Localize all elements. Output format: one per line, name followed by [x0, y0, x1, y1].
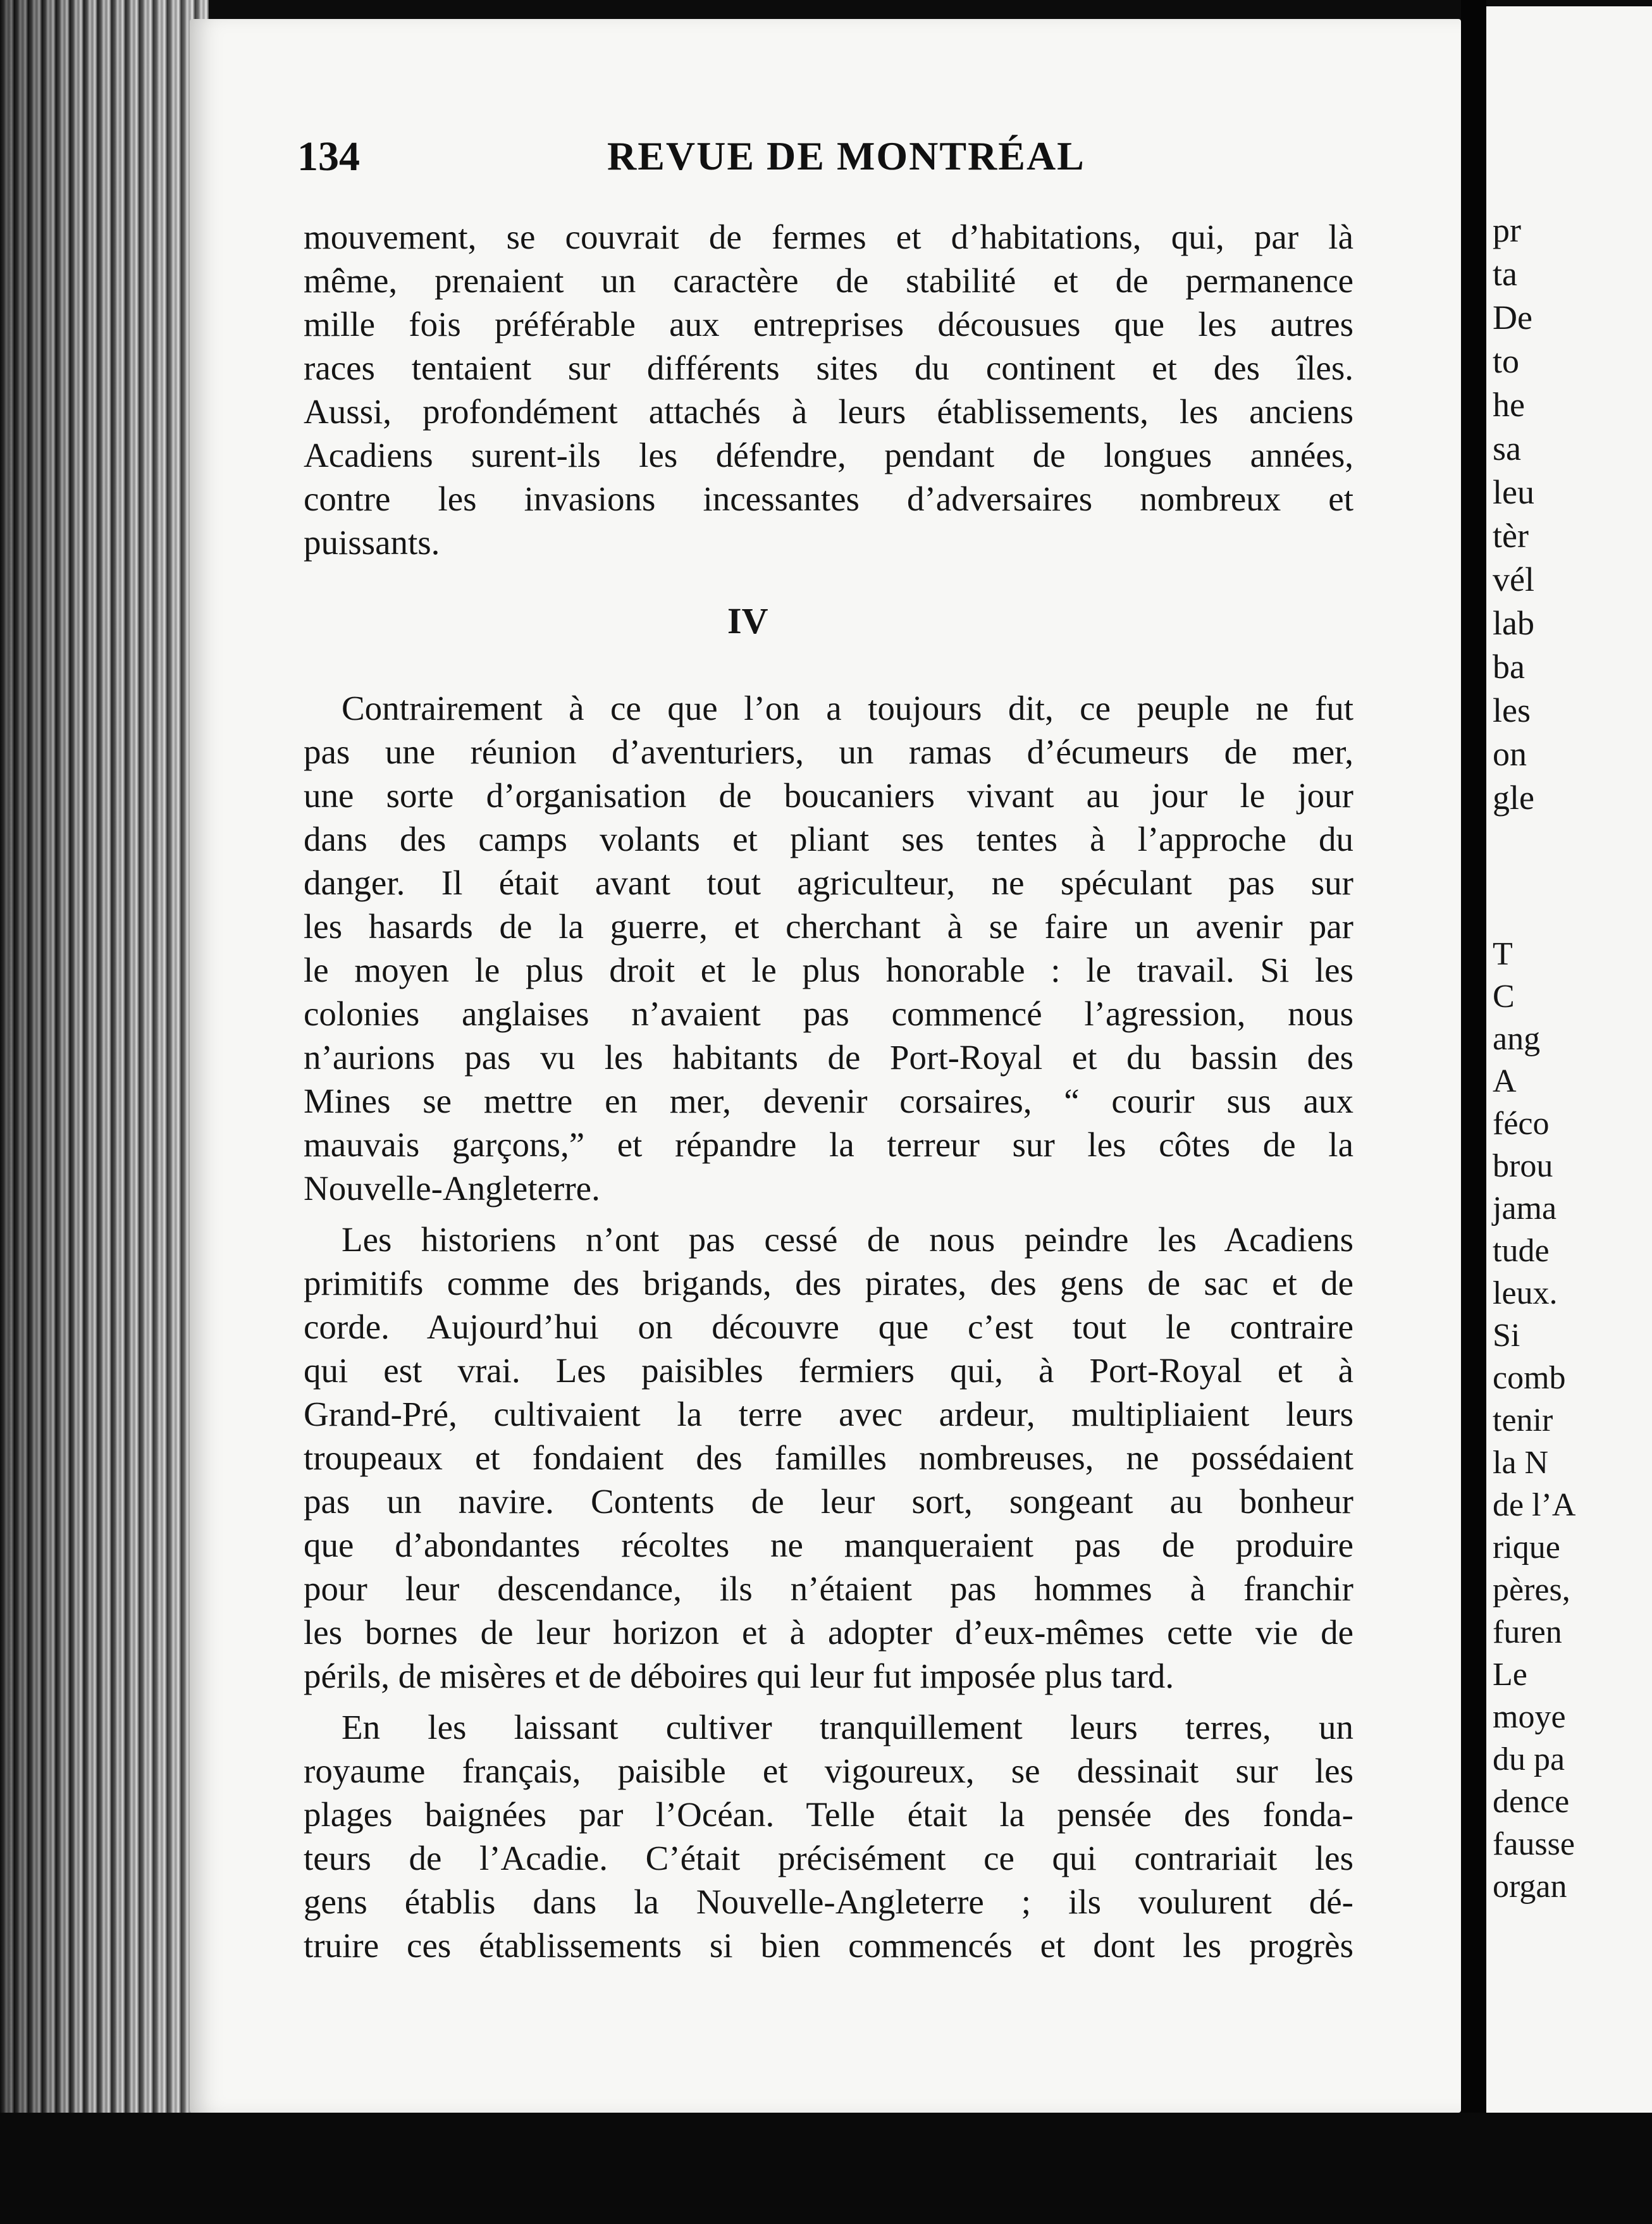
fragment-line: A [1493, 1063, 1517, 1099]
running-header [297, 133, 1360, 190]
paragraph [304, 1705, 1353, 1967]
text-line: contre les invasions incessantes d’adversaires nombreux et [304, 479, 1353, 518]
text-line: mille fois préférable aux entreprises décousues que les autres [304, 305, 1353, 343]
text-line: pas un navire. Contents de leur sort, songeant au bonheur [304, 1482, 1353, 1521]
text-line: danger. Il était avant tout agriculteur, ne spéculant pas sur [304, 863, 1353, 902]
fragment-line: pr [1493, 211, 1521, 249]
text-line: primitifs comme des brigands, des pirates, des gens de sac et de [304, 1264, 1353, 1302]
fragment-line: de l’A [1493, 1487, 1576, 1523]
text-line: troupeaux et fondaient des familles nombreuses, ne possédaient [304, 1438, 1353, 1477]
text-line: plages baignées par l’Océan. Telle était la pensée des fonda- [304, 1795, 1353, 1834]
right-page [1486, 6, 1652, 2113]
fragment-line: sa [1493, 429, 1521, 467]
fragment-line: leux. [1493, 1275, 1558, 1311]
text-line: Grand-Pré, cultivaient la terre avec ardeur, multipliaient leurs [304, 1395, 1353, 1433]
text-line: pour leur descendance, ils n’étaient pas hommes à franchir [304, 1569, 1353, 1608]
text-line: mauvais garçons,” et répandre la terreur sur les côtes de la [304, 1125, 1353, 1164]
text-line: Nouvelle-Angleterre. [304, 1169, 600, 1208]
text-line: En les laissant cultiver tranquillement leurs terres, un [342, 1708, 1353, 1746]
fragment-line: ta [1493, 255, 1517, 293]
right-page-text-top [1493, 209, 1534, 820]
text-line: une sorte d’organisation de boucaniers vivant au jour le jour [304, 776, 1353, 815]
text-line: Acadiens surent-ils les défendre, pendant de longues années, [304, 436, 1353, 474]
fragment-line: lab [1493, 604, 1534, 642]
text-line: colonies anglaises n’avaient pas commencé l’agression, nous [304, 994, 1353, 1033]
text-line: que d’abondantes récoltes ne manqueraient pas de produire [304, 1526, 1353, 1564]
text-line: gens établis dans la Nouvelle-Angleterre ; ils voulurent dé- [304, 1882, 1353, 1921]
right-page-text-bottom [1493, 933, 1575, 1908]
fragment-line: De [1493, 299, 1532, 337]
fragment-line: brou [1493, 1148, 1553, 1184]
book-page-edges [0, 0, 209, 2224]
text-line: mouvement, se couvrait de fermes et d’habitations, qui, par là [304, 218, 1353, 256]
fragment-line: tèr [1493, 517, 1529, 555]
text-line: n’aurions pas vu les habitants de Port-Royal et du bassin des [304, 1038, 1353, 1077]
section-body [304, 686, 1353, 1967]
fragment-line: Le [1493, 1657, 1527, 1693]
fragment-line: furen [1493, 1614, 1562, 1650]
fragment-line: he [1493, 386, 1525, 424]
text-line: les bornes de leur horizon et à adopter d’eux-mêmes cette vie de [304, 1613, 1353, 1652]
fragment-line: on [1493, 735, 1527, 773]
text-line: même, prenaient un caractère de stabilité et de permanence [304, 261, 1353, 300]
fragment-line: pères, [1493, 1572, 1570, 1608]
fragment-line: féco [1493, 1106, 1550, 1142]
fragment-line: leu [1493, 473, 1534, 511]
fragment-line: moye [1493, 1699, 1566, 1735]
fragment-line: la N [1493, 1445, 1549, 1481]
paragraph [304, 686, 1353, 1210]
text-line: pas une réunion d’aventuriers, un ramas d’écumeurs de mer, [304, 732, 1353, 771]
page-number: 134 [297, 133, 360, 180]
text-line: truire ces établissements si bien commencés et dont les progrès [304, 1926, 1353, 1965]
text-line: périls, de misères et de déboires qui leur fut imposée plus tard. [304, 1657, 1174, 1695]
running-title: REVUE DE MONTRÉAL [607, 133, 1085, 178]
book-spine-gutter [1461, 0, 1486, 2224]
text-line: Mines se mettre en mer, devenir corsaires, “ courir sus aux [304, 1082, 1353, 1120]
text-line: puissants. [304, 523, 440, 562]
fragment-line: fausse [1493, 1826, 1575, 1862]
section-heading: IV [727, 600, 768, 641]
text-line: les hasards de la guerre, et cherchant à se faire un avenir par [304, 907, 1353, 946]
text-line: teurs de l’Acadie. C’était précisément ce qui contrariait les [304, 1839, 1353, 1877]
fragment-line: jama [1493, 1190, 1557, 1226]
fragment-line: C [1493, 979, 1515, 1015]
scan-background [0, 2113, 1652, 2224]
fragment-line: gle [1493, 779, 1534, 817]
fragment-line: tude [1493, 1233, 1550, 1269]
fragment-line: les [1493, 691, 1531, 729]
fragment-line: organ [1493, 1869, 1567, 1905]
text-line: le moyen le plus droit et le plus honorable : le travail. Si les [304, 951, 1353, 989]
fragment-line: to [1493, 342, 1520, 380]
fragment-line: T [1493, 936, 1513, 972]
text-line: Contrairement à ce que l’on a toujours dit, ce peuple ne fut [342, 689, 1353, 727]
text-line: Les historiens n’ont pas cessé de nous peindre les Acadiens [342, 1220, 1353, 1259]
paragraph-continued [304, 215, 1353, 564]
fragment-line: du pa [1493, 1741, 1565, 1777]
fragment-line: vél [1493, 560, 1534, 598]
paragraph [304, 1218, 1353, 1698]
text-line: races tentaient sur différents sites du continent et des îles. [304, 349, 1353, 387]
fragment-line: tenir [1493, 1402, 1553, 1438]
fragment-line: rique [1493, 1529, 1560, 1566]
text-line: qui est vrai. Les paisibles fermiers qui, à Port-Royal et à [304, 1351, 1353, 1390]
fragment-line: Si [1493, 1318, 1520, 1354]
fragment-line: dence [1493, 1784, 1570, 1820]
text-line: dans des camps volants et pliant ses tentes à l’approche du [304, 820, 1353, 858]
text-line: Aussi, profondément attachés à leurs établissements, les anciens [304, 392, 1353, 431]
text-line: corde. Aujourd’hui on découvre que c’est tout le contraire [304, 1307, 1353, 1346]
fragment-line: ang [1493, 1021, 1541, 1057]
fragment-line: ba [1493, 648, 1525, 686]
text-line: royaume français, paisible et vigoureux, se dessinait sur les [304, 1751, 1353, 1790]
fragment-line: comb [1493, 1360, 1566, 1396]
